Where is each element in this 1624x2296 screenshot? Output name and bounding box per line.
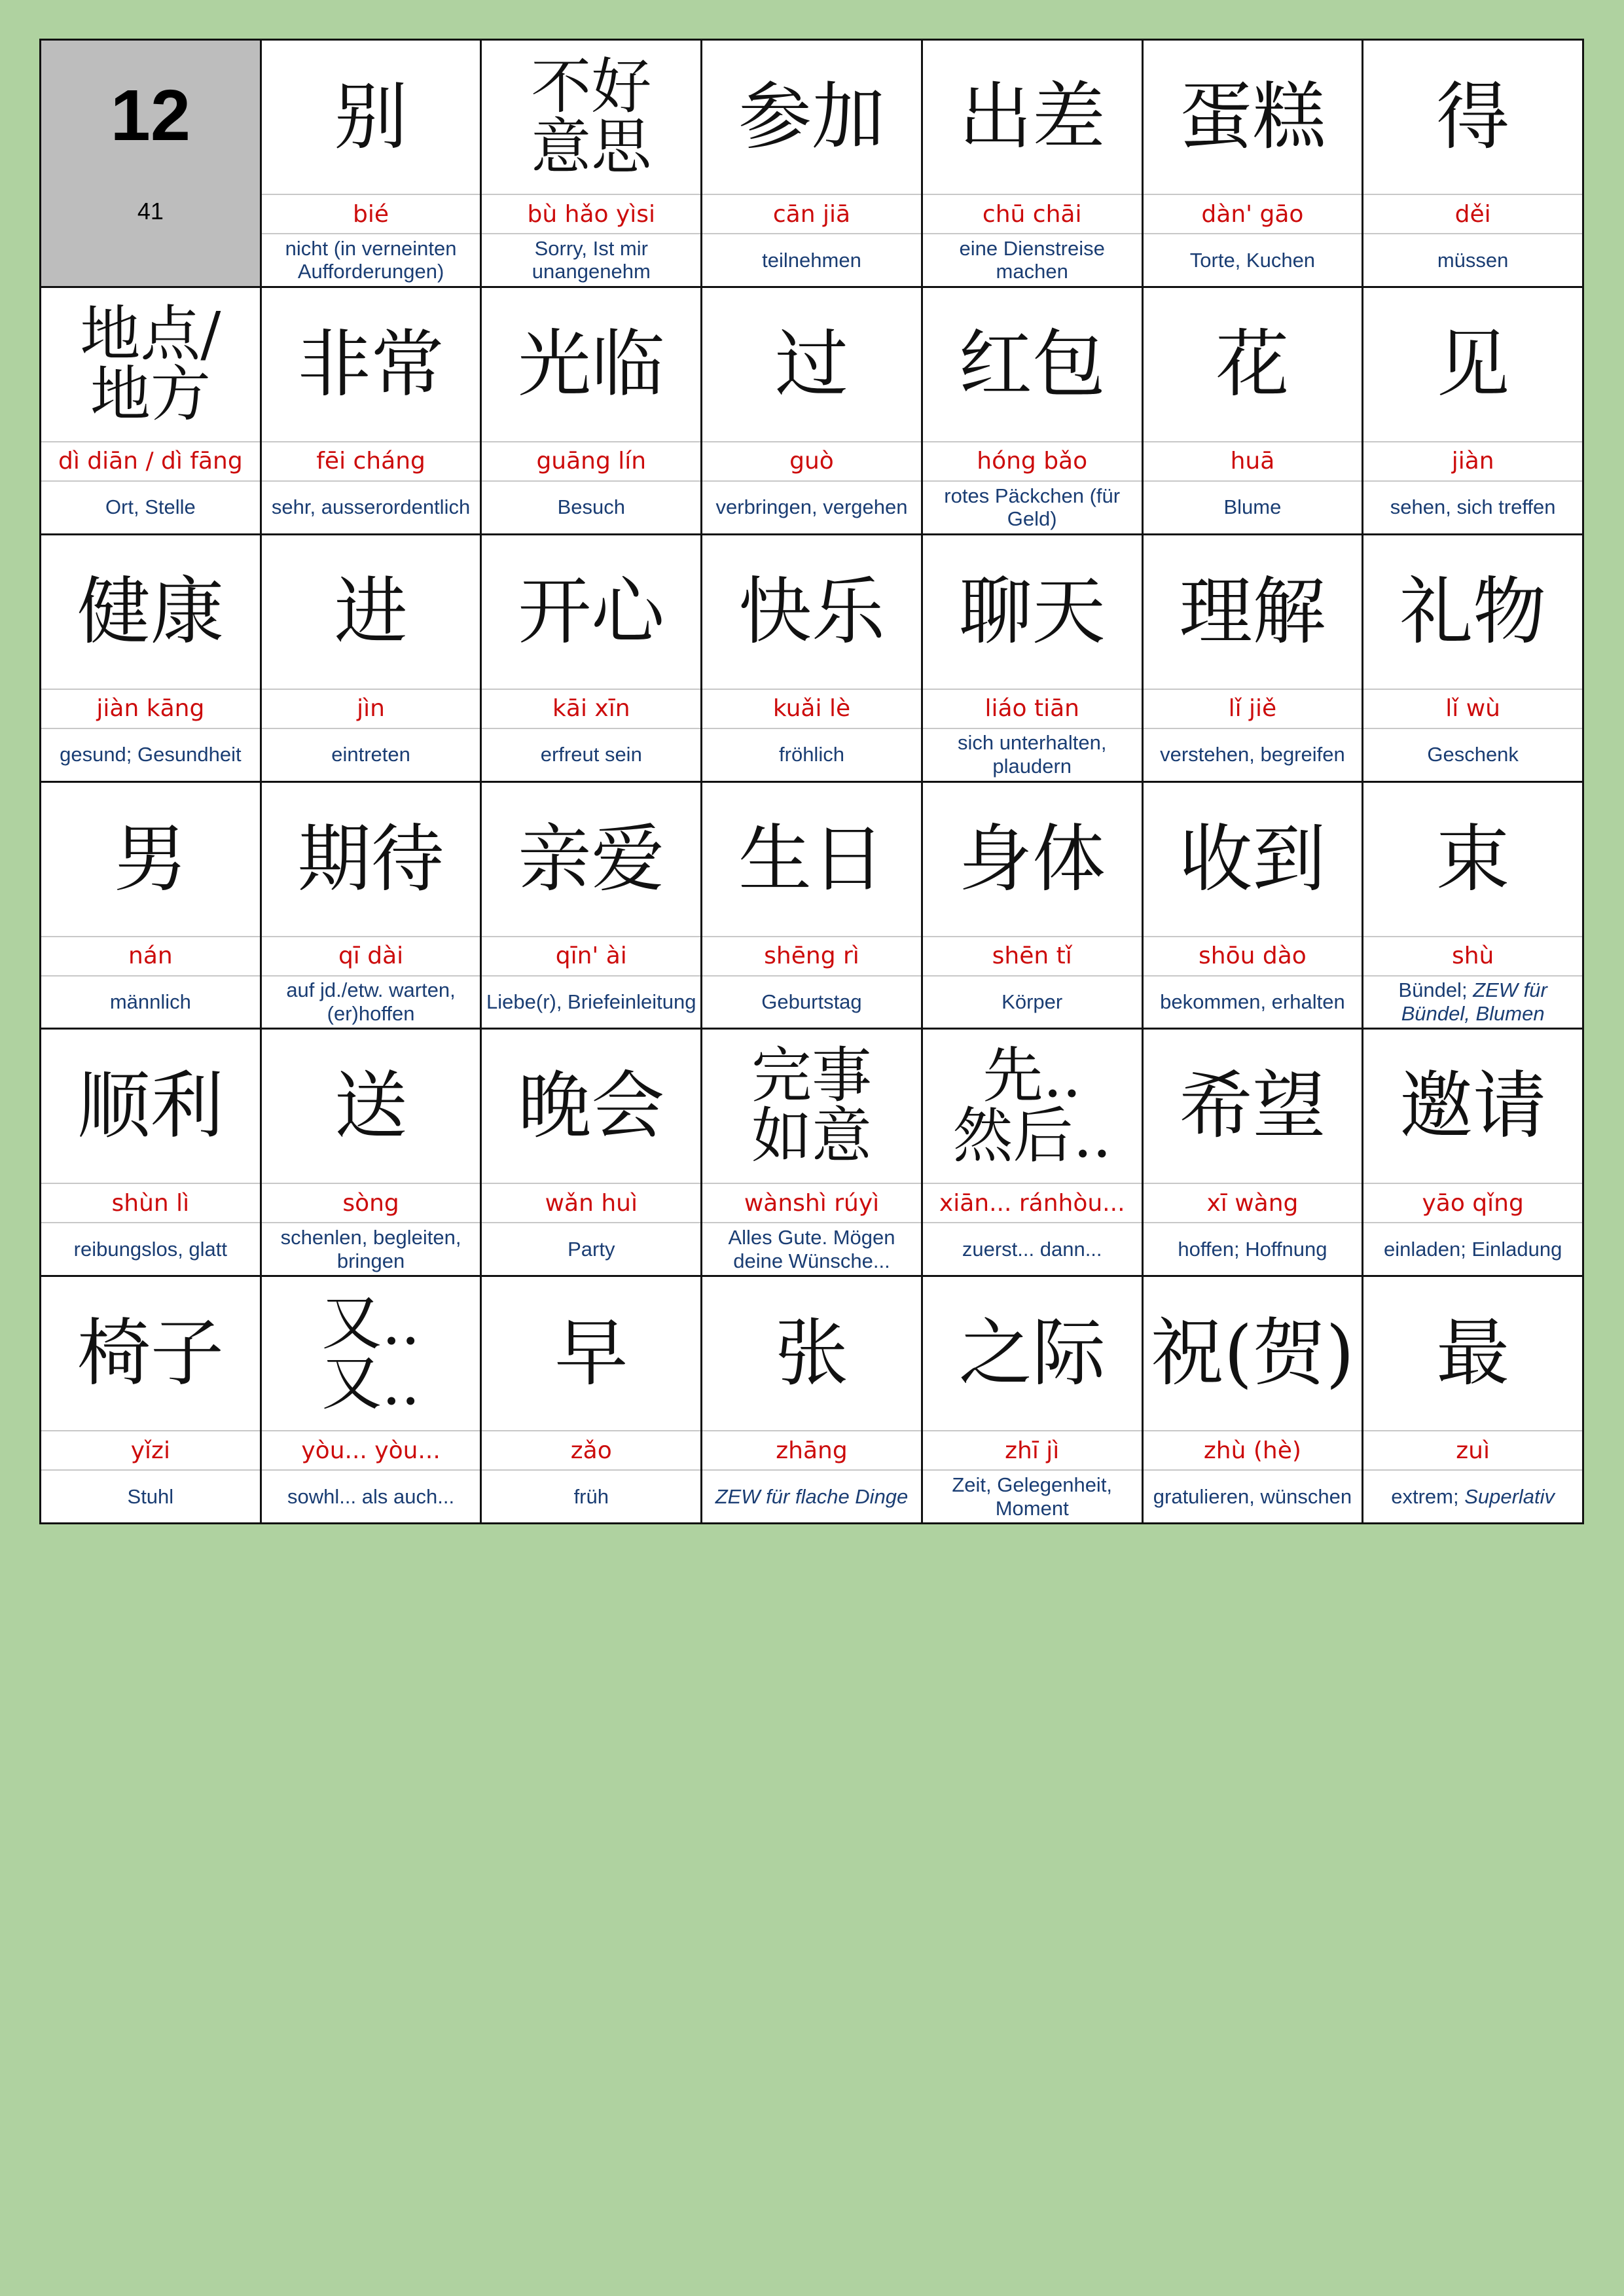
hanzi-text: 身体 (923, 783, 1142, 937)
german-translation (923, 1471, 1142, 1522)
german-translation-text (1384, 1238, 1562, 1261)
german-translation-text (287, 1485, 454, 1509)
vocab-card (1363, 41, 1584, 288)
pinyin-text: qīn' ài (482, 937, 700, 977)
german-segment: gratulieren, wünschen (1153, 1484, 1352, 1508)
german-segment: früh (573, 1484, 609, 1508)
pinyin-text: dì diān / dì fāng (41, 442, 260, 482)
german-translation-text (128, 1485, 174, 1509)
german-translation (702, 1223, 921, 1275)
german-segment: Superlativ (1464, 1484, 1555, 1508)
german-translation-text (1153, 1485, 1352, 1509)
german-segment: rotes Päckchen (für Geld) (944, 484, 1121, 531)
german-translation (1144, 234, 1362, 286)
german-translation-text (927, 237, 1138, 283)
vocab-card (923, 1030, 1144, 1277)
german-translation (262, 1223, 480, 1275)
hanzi-text: 出差 (923, 41, 1142, 195)
hanzi-text: 最 (1363, 1277, 1582, 1431)
german-translation (923, 234, 1142, 286)
hanzi-text: 别 (262, 41, 480, 195)
german-translation (482, 234, 700, 286)
hanzi-text: 祝(贺) (1144, 1277, 1362, 1431)
german-translation (41, 482, 260, 533)
pinyin-text: wànshì rúyì (702, 1184, 921, 1223)
german-translation (482, 729, 700, 781)
german-segment: Blume (1223, 495, 1282, 519)
german-translation (1363, 729, 1582, 781)
german-translation (702, 1471, 921, 1522)
german-segment: sehr, ausserordentlich (271, 495, 471, 519)
german-segment: sehen, sich treffen (1390, 495, 1556, 519)
german-translation-text (927, 731, 1138, 778)
german-translation-text (1367, 978, 1578, 1025)
german-translation (923, 977, 1142, 1028)
german-translation (1144, 977, 1362, 1028)
vocab-card (482, 1277, 702, 1524)
vocab-card (1144, 783, 1364, 1030)
german-translation-text (779, 743, 844, 766)
vocab-card (702, 535, 923, 783)
german-translation-text (574, 1485, 609, 1509)
hanzi-text: 亲爱 (482, 783, 700, 937)
pinyin-text: xiān... ránhòu... (923, 1184, 1142, 1223)
german-translation-text (1390, 495, 1556, 519)
hanzi-text: 完事 如意 (702, 1030, 921, 1184)
german-translation (262, 729, 480, 781)
german-segment: Liebe(r), Briefeinleitung (486, 990, 696, 1014)
german-translation (702, 729, 921, 781)
vocab-card (702, 288, 923, 535)
german-segment: Geburtstag (761, 990, 862, 1014)
hanzi-text: 邀请 (1363, 1030, 1582, 1184)
german-translation-text (105, 495, 196, 519)
german-segment: zuerst... dann... (962, 1237, 1102, 1261)
german-segment: Zeit, Gelegenheit, Moment (952, 1473, 1113, 1520)
vocab-card (41, 288, 262, 535)
german-translation (923, 1223, 1142, 1275)
hanzi-text: 得 (1363, 41, 1582, 195)
hanzi-text: 过 (702, 288, 921, 442)
hanzi-text: 参加 (702, 41, 921, 195)
pinyin-text: guò (702, 442, 921, 482)
german-translation-text (60, 743, 242, 766)
hanzi-text: 进 (262, 535, 480, 690)
pinyin-text: kāi xīn (482, 690, 700, 729)
vocab-card (262, 535, 482, 783)
german-segment: reibungslos, glatt (73, 1237, 228, 1261)
pinyin-text: hóng bǎo (923, 442, 1142, 482)
german-segment: teilnehmen (762, 248, 861, 272)
pinyin-text: cān jiā (702, 195, 921, 234)
german-translation (482, 482, 700, 533)
hanzi-text: 束 (1363, 783, 1582, 937)
german-segment: Party (568, 1237, 615, 1261)
german-translation (1144, 1471, 1362, 1522)
german-translation (1363, 234, 1582, 286)
vocab-card (1363, 1277, 1584, 1524)
hanzi-text: 收到 (1144, 783, 1362, 937)
vocab-card (262, 288, 482, 535)
german-translation-text (558, 495, 625, 519)
vocab-card (262, 1030, 482, 1277)
hanzi-text: 期待 (262, 783, 480, 937)
german-translation-text (927, 1473, 1138, 1520)
vocab-card (923, 288, 1144, 535)
hanzi-text: 张 (702, 1277, 921, 1431)
german-segment: Geschenk (1427, 743, 1519, 766)
german-segment: ZEW für flache Dinge (715, 1484, 909, 1508)
pinyin-text: qī dài (262, 937, 480, 977)
pinyin-text: fēi cháng (262, 442, 480, 482)
german-translation-text (1427, 743, 1519, 766)
hanzi-text: 不好 意思 (482, 41, 700, 195)
german-translation (41, 729, 260, 781)
vocabulary-grid (39, 39, 1584, 1524)
german-translation-text (715, 1485, 909, 1509)
german-translation-text (1437, 249, 1509, 272)
vocab-card (1144, 41, 1364, 288)
pinyin-text: zhī jì (923, 1431, 1142, 1471)
vocab-card (923, 1277, 1144, 1524)
hanzi-text: 蛋糕 (1144, 41, 1362, 195)
german-segment: eine Dienstreise machen (959, 236, 1105, 283)
pinyin-text: jìn (262, 690, 480, 729)
german-translation-text (706, 1226, 917, 1272)
pinyin-text: dàn' gāo (1144, 195, 1362, 234)
pinyin-text: chū chāi (923, 195, 1142, 234)
german-segment: erfreut sein (540, 743, 642, 766)
german-translation-text (1178, 1238, 1327, 1261)
vocab-card (1363, 783, 1584, 1030)
german-translation-text (1160, 990, 1345, 1014)
german-translation-text (568, 1238, 615, 1261)
pinyin-text: shēng rì (702, 937, 921, 977)
hanzi-text: 顺利 (41, 1030, 260, 1184)
german-translation-text (266, 237, 477, 283)
vocab-card (1363, 535, 1584, 783)
hanzi-text: 开心 (482, 535, 700, 690)
pinyin-text: yòu... yòu... (262, 1431, 480, 1471)
german-translation-text (486, 990, 696, 1014)
german-segment: ZEW für Bündel, Blumen (1401, 978, 1547, 1025)
hanzi-text: 先.. 然后.. (923, 1030, 1142, 1184)
hanzi-text: 非常 (262, 288, 480, 442)
hanzi-text: 椅子 (41, 1277, 260, 1431)
german-segment: Stuhl (127, 1484, 174, 1508)
lesson-header-cell (41, 41, 262, 288)
german-translation (1144, 482, 1362, 533)
german-translation-text (762, 249, 861, 272)
pinyin-text: nán (41, 937, 260, 977)
german-translation-text (962, 1238, 1102, 1261)
hanzi-text: 地点/ 地方 (41, 288, 260, 442)
hanzi-text: 见 (1363, 288, 1582, 442)
vocab-card (262, 1277, 482, 1524)
vocab-card (482, 1030, 702, 1277)
german-translation (262, 977, 480, 1028)
german-segment: Torte, Kuchen (1189, 248, 1316, 272)
hanzi-text: 健康 (41, 535, 260, 690)
german-segment: männlich (109, 990, 191, 1014)
pinyin-text: bié (262, 195, 480, 234)
german-translation-text (1223, 495, 1281, 519)
lesson-number: 12 (110, 75, 191, 156)
german-translation-text (927, 484, 1138, 531)
vocab-card (482, 783, 702, 1030)
german-translation-text (266, 978, 477, 1025)
german-translation-text (761, 990, 861, 1014)
german-translation-text (1190, 249, 1315, 272)
german-segment: bekommen, erhalten (1160, 990, 1345, 1014)
german-translation-text (716, 495, 908, 519)
hanzi-text: 送 (262, 1030, 480, 1184)
vocab-card (41, 1030, 262, 1277)
hanzi-text: 光临 (482, 288, 700, 442)
hanzi-text: 又.. 又.. (262, 1277, 480, 1431)
vocab-card (1144, 535, 1364, 783)
vocab-card (41, 783, 262, 1030)
pinyin-text: jiàn kāng (41, 690, 260, 729)
german-segment: verbringen, vergehen (715, 495, 908, 519)
pinyin-text: liáo tiān (923, 690, 1142, 729)
german-translation-text (541, 743, 642, 766)
german-translation-text (331, 743, 410, 766)
german-segment: schenlen, begleiten, bringen (280, 1226, 461, 1272)
german-translation (1144, 729, 1362, 781)
pinyin-text: yǐzi (41, 1431, 260, 1471)
hanzi-text: 花 (1144, 288, 1362, 442)
german-segment: gesund; Gesundheit (60, 743, 242, 766)
vocab-card (41, 1277, 262, 1524)
german-translation-text (110, 990, 191, 1014)
german-segment: müssen (1437, 248, 1509, 272)
german-segment: extrem; (1391, 1484, 1465, 1508)
vocab-card (923, 535, 1144, 783)
german-translation-text (266, 1226, 477, 1272)
german-segment: sich unterhalten, plaudern (957, 731, 1107, 778)
german-translation (262, 482, 480, 533)
german-translation (482, 1471, 700, 1522)
hanzi-text: 生日 (702, 783, 921, 937)
hanzi-text: 希望 (1144, 1030, 1362, 1184)
vocab-card (41, 535, 262, 783)
german-translation (1363, 1223, 1582, 1275)
pinyin-text: děi (1363, 195, 1582, 234)
german-translation (41, 1471, 260, 1522)
german-translation (1144, 1223, 1362, 1275)
german-translation-text (486, 237, 696, 283)
german-segment: Alles Gute. Mögen deine Wünsche... (728, 1226, 895, 1272)
german-translation (41, 1223, 260, 1275)
hanzi-text: 聊天 (923, 535, 1142, 690)
pinyin-text: xī wàng (1144, 1184, 1362, 1223)
german-segment: Besuch (557, 495, 625, 519)
german-translation (482, 977, 700, 1028)
pinyin-text: zǎo (482, 1431, 700, 1471)
pinyin-text: shēn tǐ (923, 937, 1142, 977)
hanzi-text: 早 (482, 1277, 700, 1431)
german-translation (1363, 482, 1582, 533)
german-segment: auf jd./etw. warten, (er)hoffen (286, 978, 456, 1025)
german-segment: sowhl... als auch... (287, 1484, 455, 1508)
pinyin-text: wǎn huì (482, 1184, 700, 1223)
german-segment: Bündel; (1398, 978, 1473, 1002)
german-segment: verstehen, begreifen (1160, 743, 1345, 766)
german-translation-text (1160, 743, 1345, 766)
vocab-card (262, 41, 482, 288)
german-translation-text (272, 495, 470, 519)
pinyin-text: yāo qǐng (1363, 1184, 1582, 1223)
pinyin-text: lǐ wù (1363, 690, 1582, 729)
german-translation-text (74, 1238, 227, 1261)
vocab-card (702, 41, 923, 288)
vocab-card (1363, 288, 1584, 535)
german-segment: Körper (1001, 990, 1063, 1014)
pinyin-text: sòng (262, 1184, 480, 1223)
hanzi-text: 快乐 (702, 535, 921, 690)
pinyin-text: huā (1144, 442, 1362, 482)
vocab-card (482, 41, 702, 288)
german-translation-text (1001, 990, 1062, 1014)
hanzi-text: 红包 (923, 288, 1142, 442)
pinyin-text: bù hǎo yìsi (482, 195, 700, 234)
hanzi-text: 男 (41, 783, 260, 937)
german-translation (262, 234, 480, 286)
german-segment: fröhlich (779, 743, 844, 766)
german-translation (482, 1223, 700, 1275)
pinyin-text: zhāng (702, 1431, 921, 1471)
german-translation (923, 482, 1142, 533)
german-segment: Ort, Stelle (105, 495, 196, 519)
german-translation (262, 1471, 480, 1522)
german-translation (41, 977, 260, 1028)
pinyin-text: shōu dào (1144, 937, 1362, 977)
german-translation (702, 977, 921, 1028)
hanzi-text: 之际 (923, 1277, 1142, 1431)
pinyin-text: shùn lì (41, 1184, 260, 1223)
vocab-card (923, 783, 1144, 1030)
page-number: 41 (137, 198, 164, 224)
hanzi-text: 理解 (1144, 535, 1362, 690)
german-translation-text (1391, 1485, 1555, 1509)
pinyin-text: kuǎi lè (702, 690, 921, 729)
pinyin-text: zhù (hè) (1144, 1431, 1362, 1471)
german-translation (1363, 1471, 1582, 1522)
vocab-card (923, 41, 1144, 288)
german-segment: nicht (in verneinten Aufforderungen) (285, 236, 457, 283)
pinyin-text: zuì (1363, 1431, 1582, 1471)
vocab-card (702, 1030, 923, 1277)
hanzi-text: 礼物 (1363, 535, 1582, 690)
german-segment: einladen; Einladung (1383, 1237, 1562, 1261)
german-segment: Sorry, Ist mir unangenehm (532, 236, 651, 283)
german-segment: eintreten (331, 743, 410, 766)
vocab-card (702, 1277, 923, 1524)
german-translation (702, 482, 921, 533)
hanzi-text: 晚会 (482, 1030, 700, 1184)
vocab-card (482, 288, 702, 535)
vocab-card (262, 783, 482, 1030)
pinyin-text: shù (1363, 937, 1582, 977)
vocab-card (1144, 288, 1364, 535)
german-translation (923, 729, 1142, 781)
german-translation (702, 234, 921, 286)
german-translation (1363, 977, 1582, 1028)
vocab-card (1144, 1030, 1364, 1277)
german-segment: hoffen; Hoffnung (1178, 1237, 1327, 1261)
pinyin-text: jiàn (1363, 442, 1582, 482)
vocab-card (1363, 1030, 1584, 1277)
vocab-card (482, 535, 702, 783)
pinyin-text: lǐ jiě (1144, 690, 1362, 729)
vocab-card (702, 783, 923, 1030)
vocab-card (1144, 1277, 1364, 1524)
pinyin-text: guāng lín (482, 442, 700, 482)
